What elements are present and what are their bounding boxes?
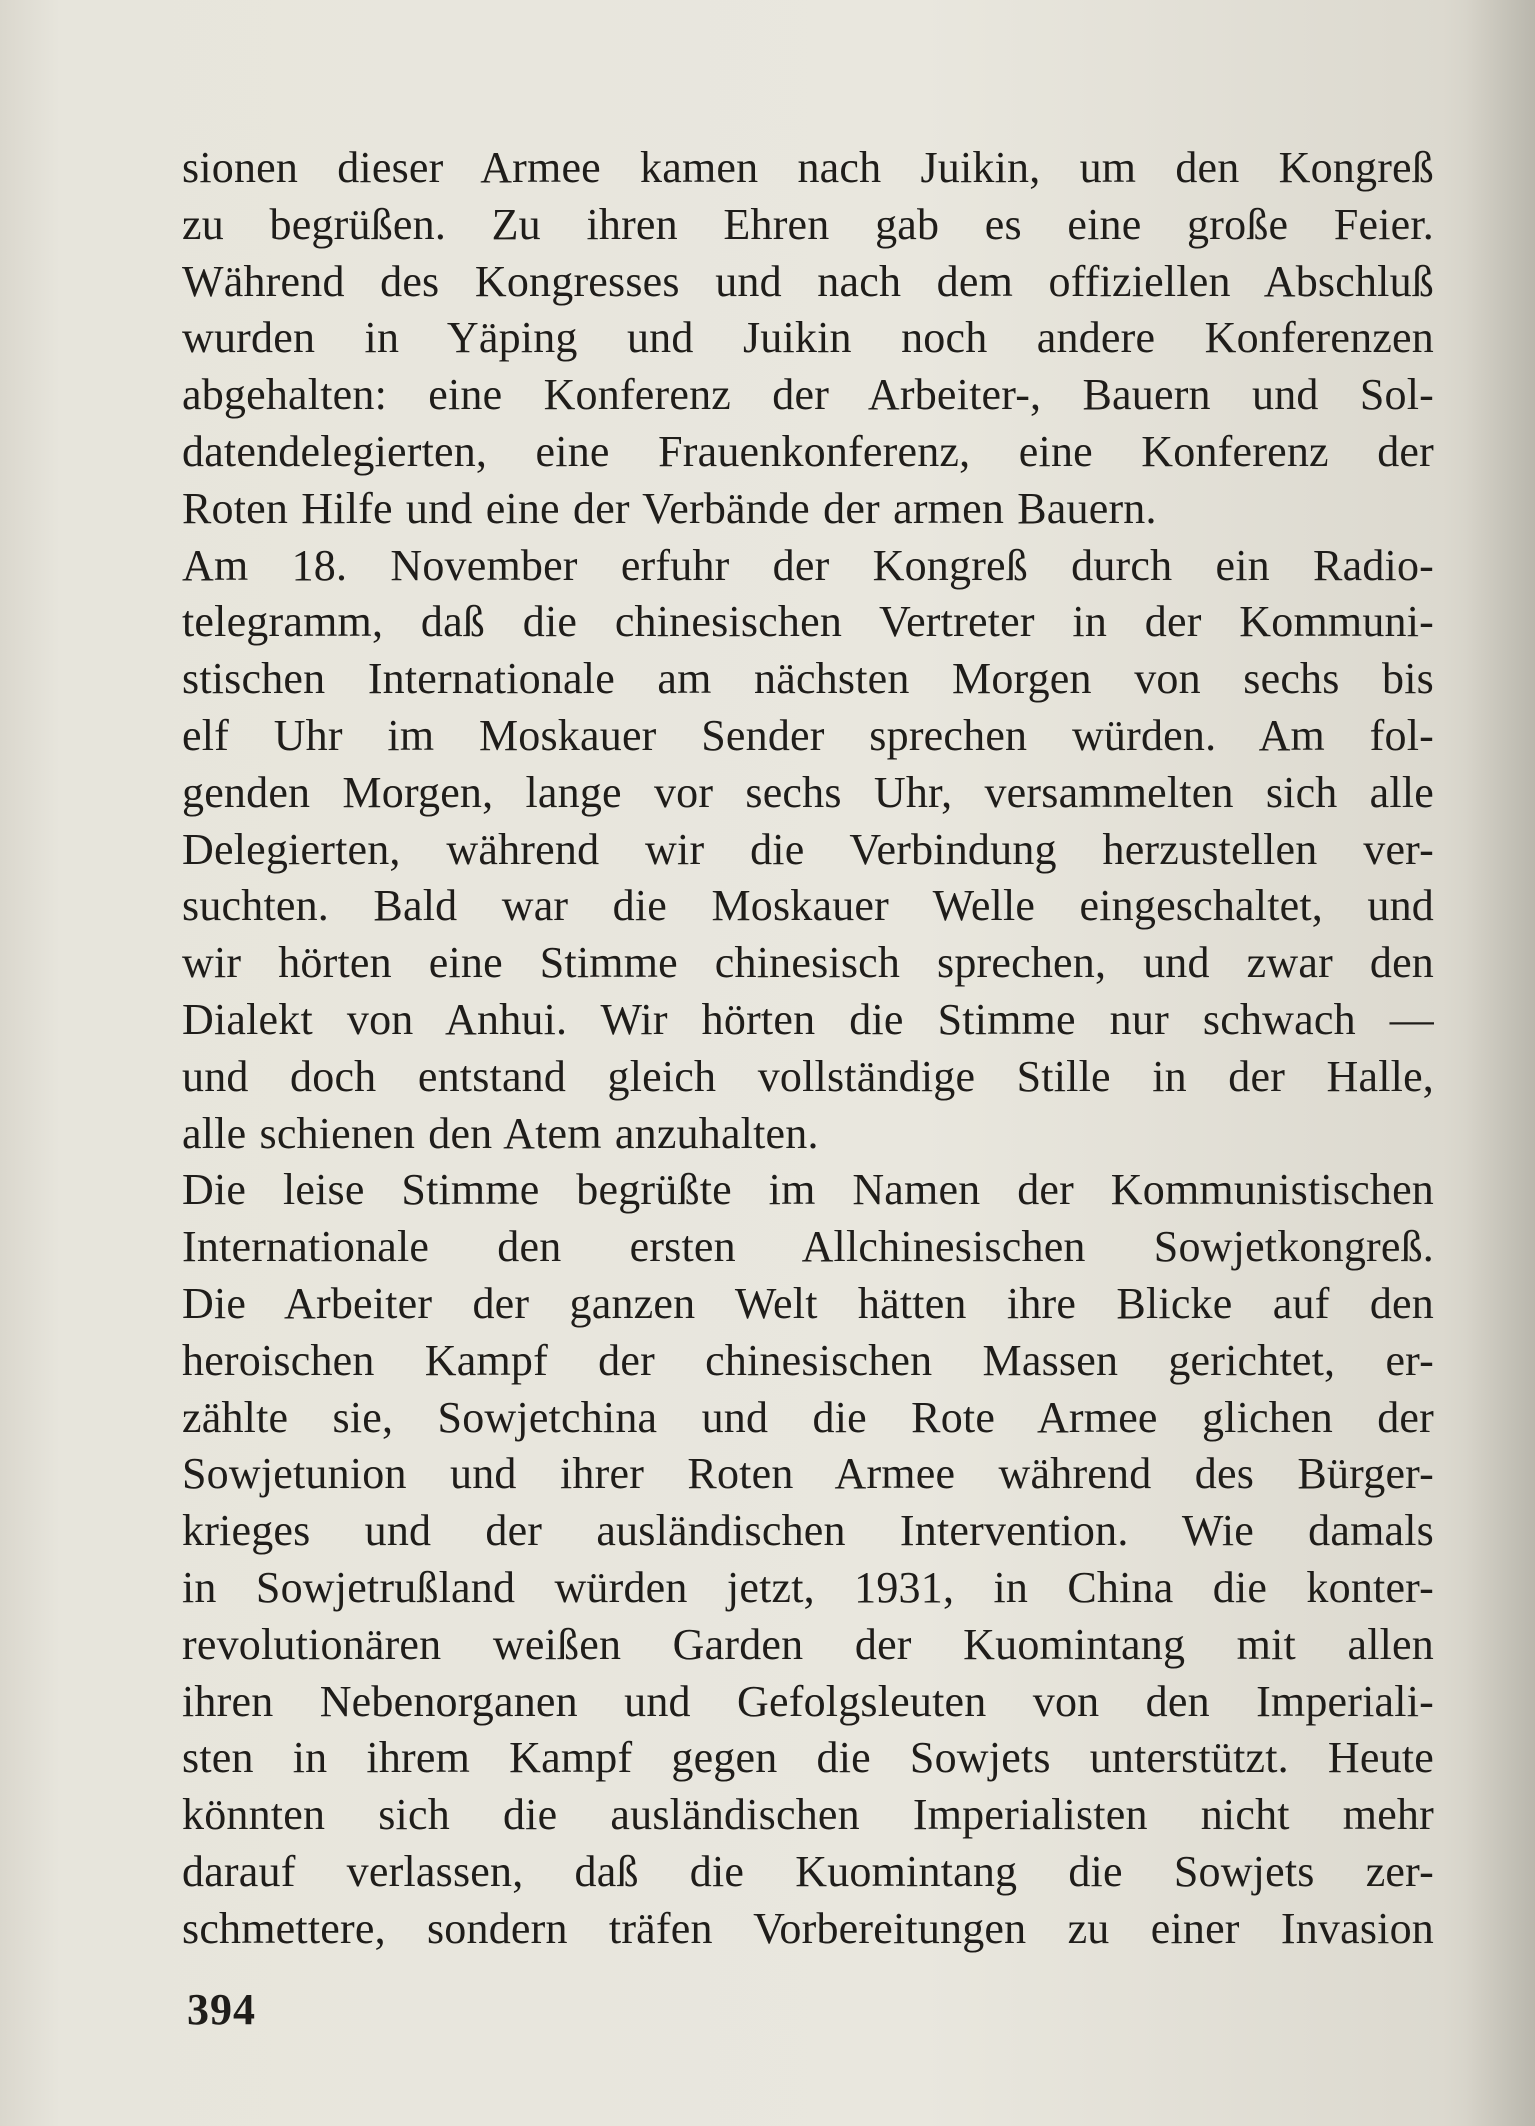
text-line: darauf verlassen, daß die Kuomintang die Sowjets zer-: [182, 1846, 1434, 1896]
text-line: telegramm, daß die chinesischen Vertreter in der Kommuni-: [182, 597, 1434, 647]
text-line: Delegierten, während wir die Verbindung herzustellen ver-: [182, 824, 1434, 874]
text-line: schmettere, sondern träfen Vorbereitungen zu einer Invasion: [182, 1903, 1434, 1953]
page-number: 394: [187, 1985, 256, 2034]
text-line: zu begrüßen. Zu ihren Ehren gab es eine große Feier.: [182, 199, 1434, 249]
text-line: stischen Internationale am nächsten Morgen von sechs bis: [182, 654, 1434, 704]
text-line: in Sowjetrußland würden jetzt, 1931, in China die konter-: [182, 1562, 1434, 1612]
text-line: sionen dieser Armee kamen nach Juikin, um den Kongreß: [182, 143, 1434, 192]
text-line: könnten sich die ausländischen Imperialisten nicht mehr: [182, 1790, 1434, 1840]
text-line: heroischen Kampf der chinesischen Massen gerichtet, er-: [182, 1335, 1434, 1385]
text-line: wir hörten eine Stimme chinesisch sprechen, und zwar den: [182, 938, 1434, 988]
text-line: Sowjetunion und ihrer Roten Armee während des Bürger-: [182, 1449, 1434, 1499]
text-line: genden Morgen, lange vor sechs Uhr, versammelten sich alle: [182, 767, 1434, 817]
text-line: alle schienen den Atem anzuhalten.: [182, 1108, 819, 1158]
text-line: elf Uhr im Moskauer Sender sprechen würden. Am fol-: [182, 710, 1434, 760]
text-line: krieges und der ausländischen Intervention. Wie damals: [182, 1506, 1434, 1556]
page-edge-shadow: [1465, 0, 1535, 2126]
text-line: Am 18. November erfuhr der Kongreß durch ein Radio-: [182, 540, 1434, 590]
text-line: Roten Hilfe und eine der Verbände der armen Bauern.: [182, 483, 1157, 533]
text-line: Die Arbeiter der ganzen Welt hätten ihre Blicke auf den: [182, 1278, 1434, 1328]
text-line: zählte sie, Sowjetchina und die Rote Armee glichen der: [182, 1392, 1434, 1442]
text-line: ihren Nebenorganen und Gefolgsleuten von den Imperiali-: [182, 1676, 1434, 1726]
text-line: Dialekt von Anhui. Wir hörten die Stimme nur schwach —: [182, 994, 1434, 1044]
text-line: suchten. Bald war die Moskauer Welle eingeschaltet, und: [182, 881, 1434, 931]
text-line: datendelegierten, eine Frauenkonferenz, eine Konferenz der: [182, 426, 1434, 476]
text-line: revolutionären weißen Garden der Kuomintang mit allen: [182, 1619, 1434, 1669]
text-line: wurden in Yäping und Juikin noch andere Konferenzen: [182, 313, 1434, 363]
text-line: und doch entstand gleich vollständige Stille in der Halle,: [182, 1051, 1434, 1101]
text-line: Während des Kongresses und nach dem offiziellen Abschluß: [182, 256, 1434, 306]
text-line: Internationale den ersten Allchinesischen Sowjetkongreß.: [182, 1222, 1434, 1272]
text-line: abgehalten: eine Konferenz der Arbeiter-, Bauern und Sol-: [182, 370, 1434, 420]
text-line: sten in ihrem Kampf gegen die Sowjets unterstützt. Heute: [182, 1733, 1434, 1783]
body-text: [182, 140, 1434, 1958]
text-line: Die leise Stimme begrüßte im Namen der Kommunistischen: [182, 1165, 1434, 1215]
